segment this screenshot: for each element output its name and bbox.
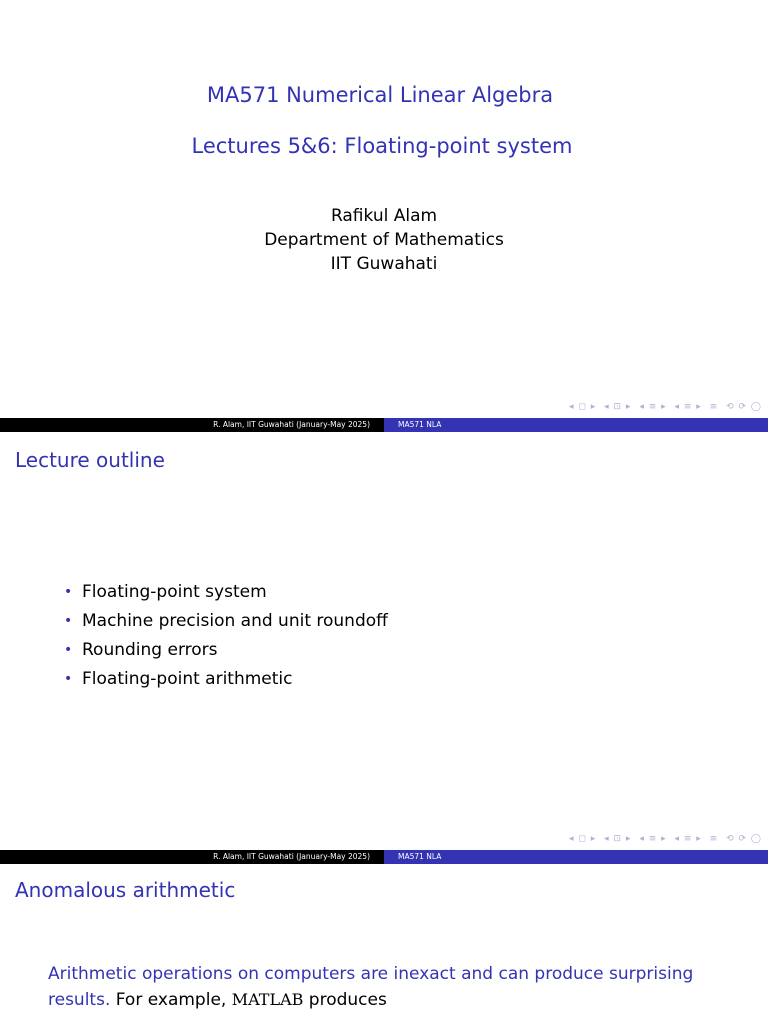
bullet-icon: • <box>64 584 73 600</box>
anomalous-arithmetic-slide <box>0 864 768 1024</box>
nav-frame-icon[interactable]: ◂ ◻ ▸ <box>569 402 597 412</box>
author-block <box>0 204 768 276</box>
frame-title: Anomalous arithmetic <box>15 878 236 902</box>
outline-list <box>64 578 388 694</box>
nav-subsection-list-icon[interactable]: ◂ ≡ ▸ <box>674 402 702 412</box>
author-department: Department of Mathematics <box>264 230 504 250</box>
author-institute: IIT Guwahati <box>330 254 438 274</box>
footer-course: MA571 NLA <box>398 852 442 861</box>
navigation-symbols[interactable] <box>565 402 762 412</box>
list-item: • Floating-point system <box>64 578 388 607</box>
frame-title: Lecture outline <box>15 448 165 472</box>
bullet-icon: • <box>64 671 73 687</box>
presentation-title: MA571 Numerical Linear Algebra <box>206 83 554 107</box>
footer-author: R. Alam, IIT Guwahati (January-May 2025) <box>213 420 370 429</box>
footer-right <box>384 418 768 432</box>
footer-author: R. Alam, IIT Guwahati (January-May 2025) <box>213 852 370 861</box>
footer-right <box>384 850 768 864</box>
footer-bar <box>0 850 768 864</box>
body-text: For example, <box>110 990 232 1010</box>
matlab-name: MATLAB <box>231 990 304 1009</box>
title-slide <box>0 0 768 418</box>
footer-course: MA571 NLA <box>398 420 442 429</box>
bullet-icon: • <box>64 642 73 658</box>
nav-subsection-icon[interactable]: ◂ ⊡ ▸ <box>604 402 632 412</box>
nav-toc-icon[interactable]: ≡ <box>709 402 719 412</box>
footer-bar <box>0 418 768 432</box>
list-item: • Machine precision and unit roundoff <box>64 607 388 636</box>
nav-search-icon[interactable]: ⟲ ⟳ ◯ <box>726 834 762 844</box>
list-item: • Floating-point arithmetic <box>64 665 388 694</box>
intro-paragraph <box>48 962 708 1013</box>
footer-left <box>0 850 384 864</box>
nav-frame-icon[interactable]: ◂ ◻ ▸ <box>569 834 597 844</box>
outline-slide <box>0 432 768 850</box>
list-item: • Rounding errors <box>64 636 388 665</box>
nav-subsection-icon[interactable]: ◂ ⊡ ▸ <box>604 834 632 844</box>
navigation-symbols[interactable] <box>565 834 762 844</box>
nav-section-icon[interactable]: ◂ ≡ ▸ <box>639 402 667 412</box>
highlight-text-2: results. <box>48 990 111 1010</box>
nav-toc-icon[interactable]: ≡ <box>709 834 719 844</box>
body-text-end: produces <box>303 990 387 1010</box>
author-name: Rafikul Alam <box>330 206 438 226</box>
highlight-text-1: Arithmetic operations on computers are inexact and can produce surprising <box>48 964 694 984</box>
bullet-icon: • <box>64 613 73 629</box>
presentation-subtitle: Lectures 5&6: Floating-point system <box>191 134 573 158</box>
nav-subsection-list-icon[interactable]: ◂ ≡ ▸ <box>674 834 702 844</box>
nav-search-icon[interactable]: ⟲ ⟳ ◯ <box>726 402 762 412</box>
footer-left <box>0 418 384 432</box>
nav-section-icon[interactable]: ◂ ≡ ▸ <box>639 834 667 844</box>
